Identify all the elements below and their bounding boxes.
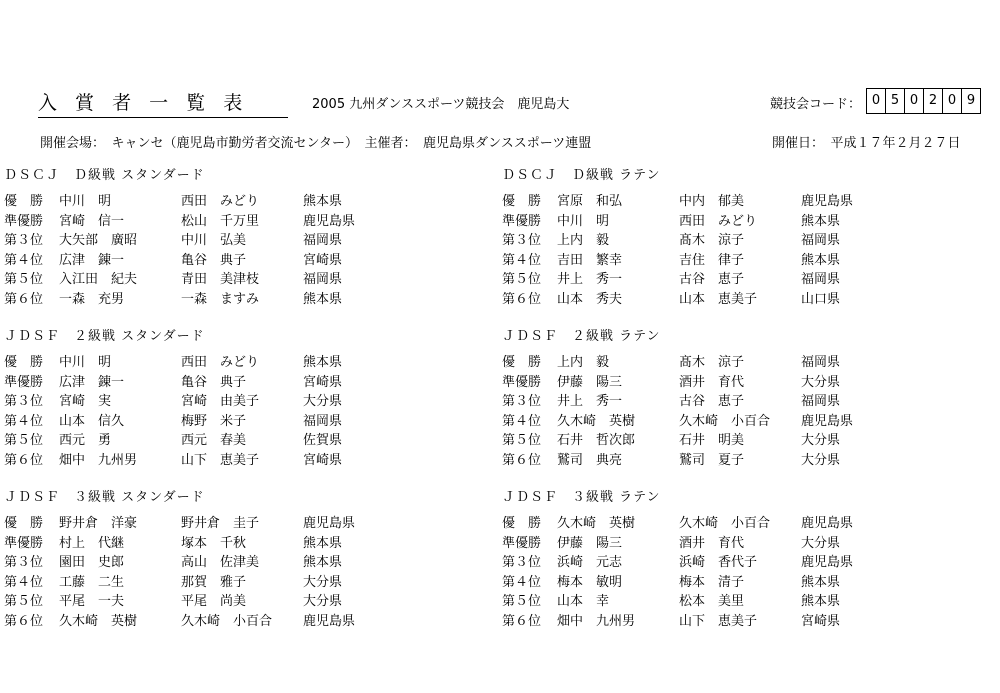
section-jdsf-3-standard: [4, 488, 393, 631]
prefecture: 鹿児島県: [801, 413, 854, 429]
male-name: 広津 錬一: [59, 374, 125, 390]
result-row: [4, 514, 393, 534]
rank: 優 勝: [502, 194, 542, 209]
prefecture: 大分県: [303, 394, 343, 409]
male-name: 鷲司 典亮: [557, 452, 623, 468]
rank: 第３位: [4, 394, 44, 409]
male-name: 久木崎 英樹: [557, 413, 636, 429]
result-row: [502, 353, 891, 373]
rank: 優 勝: [4, 516, 44, 531]
male-name: 山本 信久: [59, 413, 125, 429]
female-name: 古谷 恵子: [679, 272, 745, 287]
prefecture: 熊本県: [303, 291, 343, 307]
result-row: [4, 451, 393, 471]
result-row: [4, 290, 393, 310]
result-row: [502, 514, 891, 534]
prefecture: 熊本県: [801, 252, 841, 268]
result-row: [502, 373, 891, 393]
female-name: 野井倉 圭子: [181, 516, 260, 531]
male-name: 伊藤 陽三: [557, 535, 623, 551]
result-row: [4, 534, 393, 554]
rank: 優 勝: [4, 194, 44, 209]
female-name: 石井 明美: [679, 433, 745, 448]
result-row: [502, 534, 891, 554]
prefecture: 福岡県: [801, 355, 841, 370]
male-name: 宮崎 実: [59, 394, 112, 409]
prefecture: 福岡県: [303, 413, 343, 429]
male-name: 吉田 繁幸: [557, 252, 623, 268]
code-digit: 0: [942, 89, 961, 113]
prefecture: 鹿児島県: [303, 516, 356, 531]
prefecture: 熊本県: [303, 355, 343, 370]
prefecture: 福岡県: [801, 394, 841, 409]
results-list: [4, 353, 393, 470]
prefecture: 大分県: [801, 535, 841, 551]
results-list: [502, 353, 891, 470]
rank: 第４位: [4, 252, 44, 268]
prefecture: 福岡県: [303, 272, 343, 287]
female-name: 吉住 律子: [679, 252, 745, 268]
result-row: [502, 612, 891, 632]
female-name: 西元 春美: [181, 433, 247, 448]
result-row: [4, 392, 393, 412]
result-row: [502, 451, 891, 471]
venue-organizer-line: 開催会場： キャンセ（鹿児島市勤労者交流センター） 主催者： 鹿児島県ダンススポーツ連盟: [40, 136, 592, 151]
code-digit: 0: [871, 93, 881, 108]
rank: 第６位: [4, 291, 44, 307]
female-name: 髙木 涼子: [679, 233, 745, 248]
prefecture: 熊本県: [801, 213, 841, 229]
competition-code-boxes: [866, 88, 981, 114]
female-name: 西田 みどり: [679, 213, 758, 229]
rank: 第３位: [4, 233, 44, 248]
result-row: [502, 231, 891, 251]
result-row: [4, 431, 393, 451]
female-name: 松本 美里: [679, 594, 745, 609]
results-list: [4, 192, 393, 309]
result-row: [502, 270, 891, 290]
result-row: [4, 612, 393, 632]
result-row: [4, 192, 393, 212]
prefecture: 大分県: [801, 374, 841, 390]
male-name: 園田 史郎: [59, 555, 125, 570]
female-name: 久木崎 小百合: [679, 516, 771, 531]
rank: 第６位: [4, 452, 44, 468]
rank: 第４位: [502, 252, 542, 268]
competition-code-label: 競技会コード：: [770, 97, 862, 112]
female-name: 一森 ますみ: [181, 291, 260, 307]
male-name: 石井 哲次郎: [557, 433, 636, 448]
rank: 第４位: [4, 574, 44, 590]
result-row: [502, 592, 891, 612]
section-jdsf-2-standard: [4, 327, 393, 470]
prefecture: 宮崎県: [801, 613, 841, 629]
result-row: [4, 412, 393, 432]
female-name: 那賀 雅子: [181, 574, 247, 590]
result-row: [502, 412, 891, 432]
male-name: 畑中 九州男: [557, 613, 636, 629]
female-name: 松山 千万里: [181, 213, 260, 229]
prefecture: 熊本県: [801, 574, 841, 590]
rank: 第５位: [502, 433, 542, 448]
male-name: 宮崎 信一: [59, 213, 125, 229]
result-row: [4, 353, 393, 373]
female-name: 青田 美津枝: [181, 272, 260, 287]
male-name: 井上 秀一: [557, 394, 623, 409]
result-row: [502, 192, 891, 212]
female-name: 山下 恵美子: [181, 452, 260, 468]
prefecture: 熊本県: [303, 535, 343, 551]
male-name: 野井倉 洋豪: [59, 516, 138, 531]
female-name: 山下 恵美子: [679, 613, 758, 629]
result-row: [502, 553, 891, 573]
rank: 第３位: [502, 233, 542, 248]
rank: 第６位: [502, 452, 542, 468]
female-name: 西田 みどり: [181, 194, 260, 209]
prefecture: 福岡県: [303, 233, 343, 248]
section-title: ＪＤＳＦ ３級戦 スタンダード: [4, 490, 205, 505]
code-digit: 9: [961, 89, 980, 113]
rank: 第６位: [502, 291, 542, 307]
male-name: 山本 幸: [557, 594, 610, 609]
male-name: 梅本 敏明: [557, 574, 623, 590]
female-name: 梅本 清子: [679, 574, 745, 590]
male-name: 上内 毅: [557, 233, 610, 248]
prefecture: 熊本県: [303, 555, 343, 570]
section-dscj-d-standard: [4, 166, 393, 309]
male-name: 一森 充男: [59, 291, 125, 307]
female-name: 梅野 米子: [181, 413, 247, 429]
female-name: 髙木 涼子: [679, 355, 745, 370]
result-row: [502, 212, 891, 232]
female-name: 中川 弘美: [181, 233, 247, 248]
rank: 第４位: [4, 413, 44, 429]
rank: 第４位: [502, 413, 542, 429]
section-title: ＪＤＳＦ ３級戦 ラテン: [502, 490, 661, 505]
male-name: 久木崎 英樹: [557, 516, 636, 531]
prefecture: 大分県: [801, 433, 841, 448]
male-name: 大矢部 廣昭: [59, 233, 138, 248]
prefecture: 宮崎県: [303, 374, 343, 390]
results-list: [502, 192, 891, 309]
section-jdsf-3-latin: [502, 488, 891, 631]
rank: 第５位: [502, 272, 542, 287]
section-title: ＤＳＣＪ Ｄ級戦 スタンダード: [4, 168, 205, 183]
male-name: 中川 明: [59, 355, 112, 370]
section-title: ＪＤＳＦ ２級戦 ラテン: [502, 329, 661, 344]
male-name: 中川 明: [59, 194, 112, 209]
female-name: 宮崎 由美子: [181, 394, 260, 409]
code-digit: 5: [885, 89, 904, 113]
female-name: 久木崎 小百合: [181, 613, 273, 629]
rank: 第３位: [4, 555, 44, 570]
rank: 準優勝: [502, 213, 542, 229]
prefecture: 鹿児島県: [801, 516, 854, 531]
female-name: 鷲司 夏子: [679, 452, 745, 468]
prefecture: 宮崎県: [303, 452, 343, 468]
prefecture: 福岡県: [801, 272, 841, 287]
male-name: 広津 錬一: [59, 252, 125, 268]
rank: 第３位: [502, 555, 542, 570]
event-title: 2005 九州ダンススポーツ競技会 鹿児島大: [312, 97, 570, 112]
rank: 第５位: [4, 433, 44, 448]
section-title: ＤＳＣＪ Ｄ級戦 ラテン: [502, 168, 661, 183]
male-name: 井上 秀一: [557, 272, 623, 287]
male-name: 村上 代継: [59, 535, 125, 551]
rank: 準優勝: [4, 535, 44, 551]
code-digit: 2: [923, 89, 942, 113]
male-name: 平尾 一夫: [59, 594, 125, 609]
rank: 第５位: [4, 594, 44, 609]
result-row: [502, 251, 891, 271]
male-name: 宮原 和弘: [557, 194, 623, 209]
prefecture: 鹿児島県: [801, 555, 854, 570]
results-list: [4, 514, 393, 631]
rank: 第５位: [4, 272, 44, 287]
prefecture: 福岡県: [801, 233, 841, 248]
rank: 準優勝: [502, 535, 542, 551]
male-name: 畑中 九州男: [59, 452, 138, 468]
prefecture: 鹿児島県: [303, 213, 356, 229]
document-title: 入 賞 者 一 覧 表: [38, 88, 288, 118]
male-name: 中川 明: [557, 213, 610, 229]
rank: 第５位: [502, 594, 542, 609]
prefecture: 鹿児島県: [801, 194, 854, 209]
female-name: 西田 みどり: [181, 355, 260, 370]
event-date: 開催日： 平成１７年２月２７日: [772, 136, 961, 151]
female-name: 亀谷 典子: [181, 374, 247, 390]
result-row: [4, 373, 393, 393]
female-name: 酒井 育代: [679, 374, 745, 390]
result-row: [4, 553, 393, 573]
female-name: 亀谷 典子: [181, 252, 247, 268]
result-row: [4, 231, 393, 251]
prefecture: 大分県: [303, 594, 343, 609]
female-name: 久木崎 小百合: [679, 413, 771, 429]
rank: 第６位: [502, 613, 542, 629]
female-name: 塚本 千秋: [181, 535, 247, 551]
section-dscj-d-latin: [502, 166, 891, 309]
female-name: 山本 恵美子: [679, 291, 758, 307]
result-row: [4, 573, 393, 593]
male-name: 入江田 紀夫: [59, 272, 138, 287]
rank: 第６位: [4, 613, 44, 629]
female-name: 浜崎 香代子: [679, 555, 758, 570]
result-row: [502, 290, 891, 310]
result-row: [4, 592, 393, 612]
male-name: 工藤 二生: [59, 574, 125, 590]
prefecture: 佐賀県: [303, 433, 343, 448]
prefecture: 山口県: [801, 291, 841, 307]
prefecture: 熊本県: [801, 594, 841, 609]
section-jdsf-2-latin: [502, 327, 891, 470]
male-name: 山本 秀夫: [557, 291, 623, 307]
rank: 優 勝: [4, 355, 44, 370]
result-row: [502, 573, 891, 593]
male-name: 西元 勇: [59, 433, 112, 448]
rank: 第４位: [502, 574, 542, 590]
prefecture: 熊本県: [303, 194, 343, 209]
rank: 優 勝: [502, 355, 542, 370]
result-row: [4, 251, 393, 271]
section-title: ＪＤＳＦ ２級戦 スタンダード: [4, 329, 205, 344]
code-digit: 0: [904, 89, 923, 113]
prefecture: 大分県: [801, 452, 841, 468]
results-list: [502, 514, 891, 631]
female-name: 古谷 恵子: [679, 394, 745, 409]
female-name: 中内 郁美: [679, 194, 745, 209]
prefecture: 大分県: [303, 574, 343, 590]
rank: 準優勝: [4, 374, 44, 390]
rank: 優 勝: [502, 516, 542, 531]
female-name: 酒井 育代: [679, 535, 745, 551]
male-name: 上内 毅: [557, 355, 610, 370]
rank: 準優勝: [502, 374, 542, 390]
female-name: 平尾 尚美: [181, 594, 247, 609]
male-name: 久木崎 英樹: [59, 613, 138, 629]
female-name: 高山 佐津美: [181, 555, 260, 570]
rank: 第３位: [502, 394, 542, 409]
result-row: [4, 212, 393, 232]
male-name: 浜崎 元志: [557, 555, 623, 570]
result-row: [502, 431, 891, 451]
male-name: 伊藤 陽三: [557, 374, 623, 390]
result-row: [502, 392, 891, 412]
prefecture: 鹿児島県: [303, 613, 356, 629]
result-row: [4, 270, 393, 290]
rank: 準優勝: [4, 213, 44, 229]
prefecture: 宮崎県: [303, 252, 343, 268]
